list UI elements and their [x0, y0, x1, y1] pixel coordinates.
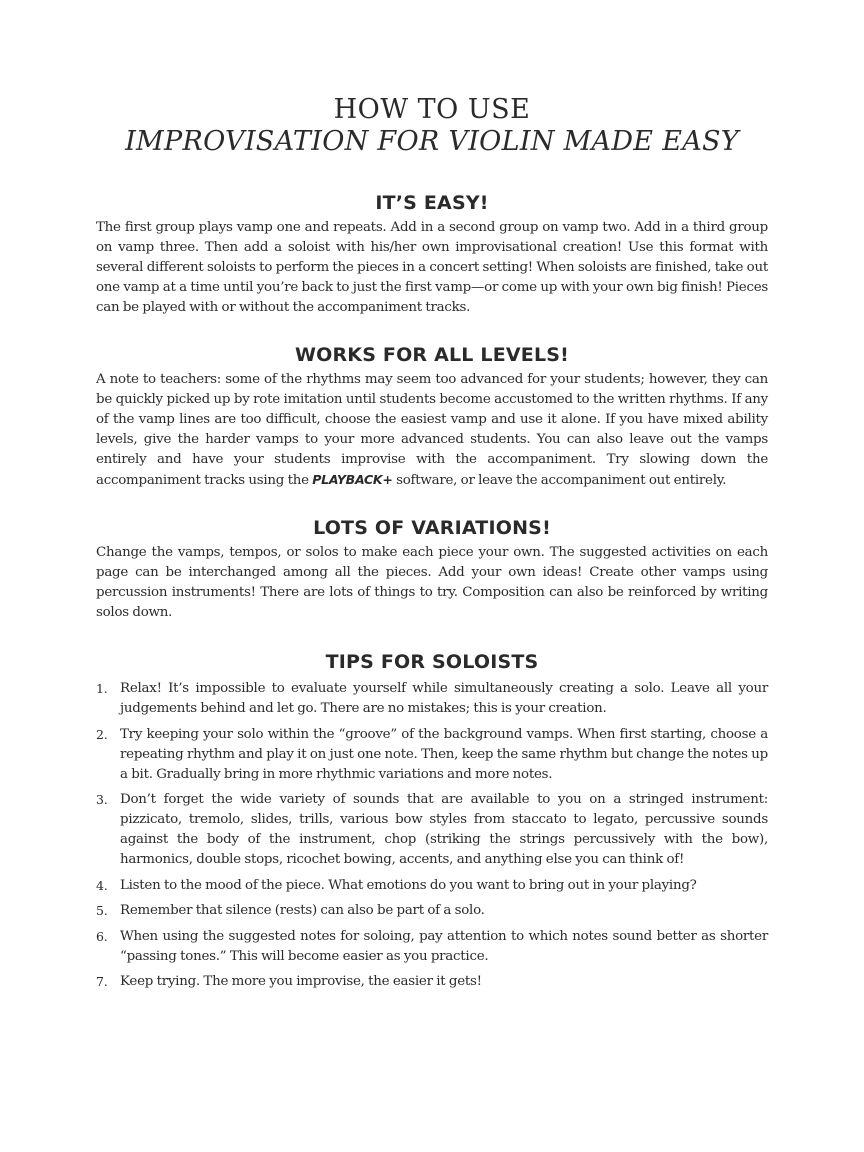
section-body: Change the vamps, tempos, or solos to make each piece your own. The suggested activities on each page can be interchanged among all the pieces. Add your own ideas! Create other vamps using percussion instruments! There are lots of things to try. Composition can also be reinforced by writing solos down.	[96, 545, 768, 620]
list-number: 3.	[96, 792, 108, 807]
list-item	[96, 876, 768, 896]
list-item	[96, 972, 768, 992]
section-body	[96, 370, 768, 491]
list-text: Listen to the mood of the piece. What emotions do you want to bring out in your playing?	[120, 877, 697, 893]
section-tips-for-soloists	[96, 651, 768, 992]
section-heading: WORKS FOR ALL LEVELS!	[294, 344, 570, 366]
tips-list	[96, 679, 768, 992]
list-item	[96, 725, 768, 785]
list-text: Remember that silence (rests) can also be part of a solo.	[120, 903, 485, 918]
list-text: Keep trying. The more you improvise, the easier it gets!	[120, 974, 482, 989]
list-item	[96, 679, 768, 719]
list-number: 7.	[96, 974, 108, 989]
list-item	[96, 927, 768, 967]
page-title	[96, 94, 768, 158]
list-number: 4.	[96, 877, 108, 893]
body-text: software, or leave the accompaniment out entirely.	[392, 473, 727, 488]
section-body: The first group plays vamp one and repeats. Add in a second group on vamp two. Add in a third group on vamp three. Then add a soloist with his/her own improvisational creation! Use this format with several different soloists to perform the pieces in a concert setting! When soloists are finished, take out one vamp at a time until you’re back to just the first vamp—or come up with your own big finish! Pieces can be played with or without the accompaniment tracks.	[96, 220, 768, 315]
section-heading: IT’S EASY!	[375, 192, 489, 214]
list-item	[96, 901, 768, 921]
playback-plus-brand: PLAYBACK+	[312, 472, 393, 487]
list-text: When using the suggested notes for soloing, pay attention to which notes sound better as shorter “passing tones.” This will become easier as you practice.	[120, 928, 768, 964]
section-lots-of-variations	[96, 517, 768, 623]
list-text: Try keeping your solo within the “groove” of the background vamps. When first starting, choose a repeating rhythm and play it on just one note. Then, keep the same rhythm but change the notes up a bit. Gradually bring in more rhythmic variations and more notes.	[120, 726, 768, 782]
section-heading: TIPS FOR SOLOISTS	[325, 651, 539, 673]
list-item	[96, 790, 768, 870]
title-line-2-book-name: IMPROVISATION FOR VIOLIN MADE EASY	[125, 126, 739, 157]
list-number: 6.	[96, 928, 108, 944]
section-works-for-all-levels	[96, 344, 768, 491]
document-page	[96, 94, 768, 998]
section-heading: LOTS OF VARIATIONS!	[313, 517, 551, 539]
title-line-1: HOW TO USE	[333, 94, 531, 125]
list-number: 1.	[96, 681, 108, 696]
list-number: 2.	[96, 726, 108, 742]
section-its-easy	[96, 192, 768, 318]
list-text: Don’t forget the wide variety of sounds that are available to you on a stringed instrument: pizzicato, tremolo, slides, trills, various bow styles from staccato to legato, percussive sounds against the body of the instrument, chop (striking the strings percussively with the bow), harmonics, double stops, ricochet bowing, accents, and anything else you can think of!	[120, 792, 768, 867]
list-number: 5.	[96, 903, 108, 918]
list-text: Relax! It’s impossible to evaluate yourself while simultaneously creating a solo. Leave all your judgements behind and let go. There are no mistakes; this is your creation.	[120, 681, 768, 716]
body-text: A note to teachers: some of the rhythms may seem too advanced for your students; however, they can be quickly picked up by rote imitation until students become accustomed to the written rhythms. If any of the vamp lines are too difficult, choose the easiest vamp and use it alone. If you have mixed ability levels, give the harder vamps to your more advanced students. You can also leave out the vamps entirely and have your students improvise with the accompaniment. Try slowing down the accompaniment tracks using the	[96, 372, 768, 488]
